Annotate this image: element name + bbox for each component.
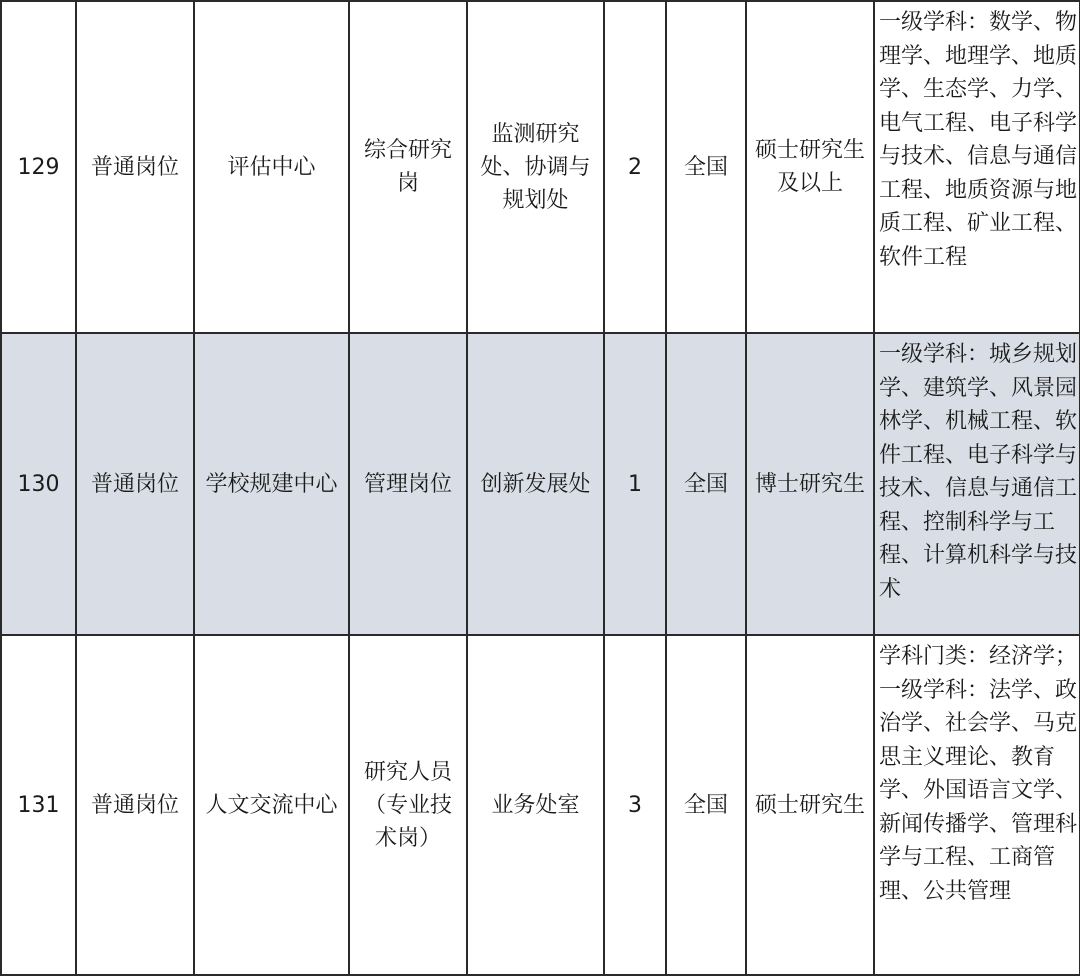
major-requirement: 学科门类：经济学；一级学科：法学、政治学、社会学、马克思主义理论、教育学、外国语言文学、新闻传播学、管理科学与工程、工商管理、公共管理 — [874, 635, 1080, 975]
recruit-scope: 全国 — [666, 1, 746, 333]
major-requirement: 一级学科：城乡规划学、建筑学、风景园林学、机械工程、软件工程、电子科学与技术、信息与通信工程、控制科学与工程、计算机科学与技术 — [874, 333, 1080, 635]
hire-count: 1 — [604, 333, 666, 635]
position-type: 普通岗位 — [76, 333, 194, 635]
position-type: 普通岗位 — [76, 1, 194, 333]
position-number: 130 — [1, 333, 76, 635]
work-unit: 监测研究处、协调与规划处 — [467, 1, 604, 333]
education-requirement: 硕士研究生 — [746, 635, 874, 975]
position-number: 131 — [1, 635, 76, 975]
hire-count: 2 — [604, 1, 666, 333]
recruit-scope: 全国 — [666, 333, 746, 635]
department: 评估中心 — [194, 1, 349, 333]
table-row — [1, 1, 1080, 333]
department: 学校规建中心 — [194, 333, 349, 635]
hire-count: 3 — [604, 635, 666, 975]
position-number: 129 — [1, 1, 76, 333]
position-type: 普通岗位 — [76, 635, 194, 975]
work-unit: 创新发展处 — [467, 333, 604, 635]
table-row — [1, 635, 1080, 975]
recruit-scope: 全国 — [666, 635, 746, 975]
post-name: 研究人员（专业技术岗） — [349, 635, 467, 975]
department: 人文交流中心 — [194, 635, 349, 975]
work-unit: 业务处室 — [467, 635, 604, 975]
education-requirement: 硕士研究生及以上 — [746, 1, 874, 333]
post-name: 综合研究岗 — [349, 1, 467, 333]
table-row — [1, 333, 1080, 635]
major-requirement: 一级学科：数学、物理学、地理学、地质学、生态学、力学、电气工程、电子科学与技术、信息与通信工程、地质资源与地质工程、矿业工程、软件工程 — [874, 1, 1080, 333]
education-requirement: 博士研究生 — [746, 333, 874, 635]
post-name: 管理岗位 — [349, 333, 467, 635]
